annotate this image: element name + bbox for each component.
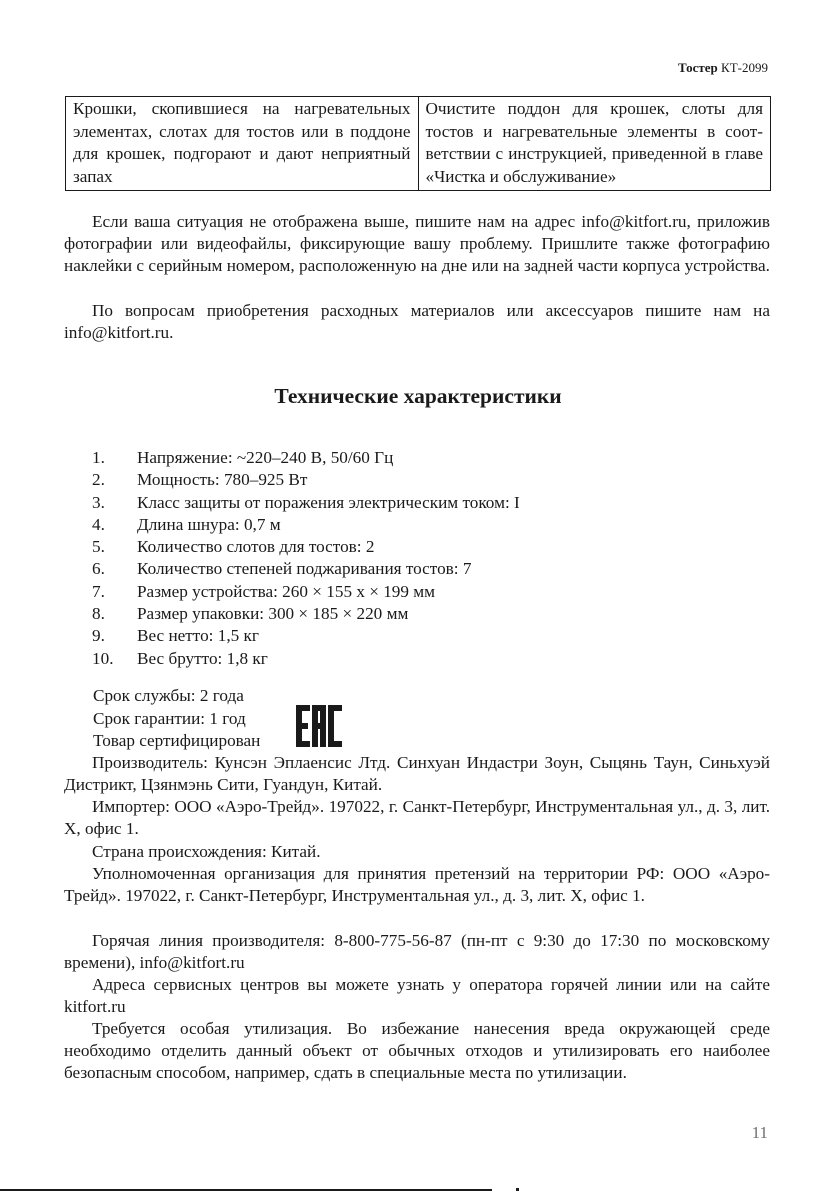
running-header [678, 60, 768, 76]
list-item [92, 625, 520, 647]
list-item [92, 469, 520, 491]
header-model: КТ-2099 [721, 60, 768, 75]
certification-text: Товар сертифицирован [93, 731, 261, 750]
list-item [92, 558, 520, 580]
troubleshooting-table [65, 96, 771, 191]
list-item [92, 514, 520, 536]
item-text: Напряжение: ~220–240 В, 50/60 Гц [137, 448, 394, 467]
item-number: 8. [92, 604, 105, 624]
section-title: Технические характеристики [274, 384, 562, 408]
page-number: 11 [751, 1123, 768, 1142]
item-text: Размер упаковки: 300 × 185 × 220 мм [137, 604, 409, 624]
item-number: 1. [92, 448, 105, 467]
list-item [92, 603, 520, 625]
list-item [92, 648, 520, 670]
item-text: Длина шнура: 0,7 м [137, 514, 281, 534]
contact-paragraph: Если ваша ситуация не отображена выше, пишите нам на адрес info@kitfort.ru, приложив фотографии или видеофайлы, фиксирующие вашу проблему. Пришлите также фотографию наклейки с серийным номером, расположенную на дне или на задней части корпуса устройства. [64, 212, 770, 276]
service-centers-paragraph: Адреса сервисных центров вы можете узнать у оператора горячей линии или на сайте kitfort.ru [64, 975, 770, 1017]
item-text: Вес брутто: 1,8 кг [137, 648, 268, 668]
item-text: Размер устройства: 260 × 155 х × 199 мм [137, 581, 436, 601]
service-life: Срок службы: 2 года [93, 686, 244, 705]
list-item [92, 581, 520, 603]
disposal-paragraph: Требуется особая утилизация. Во избежание нанесения вреда окружающей среде необходимо отделить данный объект от обычных отходов и утилизировать его наиболее безопасным способом, например, сдать в специальные места по утилизации. [64, 1019, 770, 1083]
problem-cell: Крошки, скопившиеся на нагревательных элементах, слотах для тостов или в поддоне для крошек, подгорают и дают неприятный запах [66, 97, 419, 191]
list-item [92, 536, 520, 558]
item-number: 9. [92, 626, 105, 646]
item-number: 10. [92, 648, 114, 668]
item-text: Вес нетто: 1,5 кг [137, 626, 259, 646]
item-number: 2. [92, 470, 105, 490]
item-text: Количество слотов для тостов: 2 [137, 537, 375, 557]
item-number: 6. [92, 559, 105, 579]
list-item [92, 492, 520, 514]
authorized-org-paragraph: Уполномоченная организация для принятия претензий на территории РФ: ООО «Аэро-Трейд». 197022, г. Санкт-Петербург, Инструментальная ул., д. 3, лит. Х, офис 1. [64, 864, 770, 906]
hotline-paragraph: Горячая линия производителя: 8-800-775-56-87 (пн-пт с 9:30 до 17:30 по московскому времени), info@kitfort.ru [64, 931, 770, 973]
item-text: Количество степеней поджаривания тостов: 7 [137, 559, 472, 579]
item-number: 5. [92, 537, 105, 557]
accessories-paragraph: По вопросам приобретения расходных материалов или аксессуаров пишите нам на info@kitfort.ru. [64, 301, 770, 343]
specs-list [92, 447, 520, 670]
origin-paragraph: Страна происхождения: Китай. [92, 842, 321, 861]
importer-paragraph: Импортер: ООО «Аэро-Трейд». 197022, г. Санкт-Петербург, Инструментальная ул., д. 3, лит. Х, офис 1. [64, 797, 770, 839]
item-text: Мощность: 780–925 Вт [137, 470, 308, 490]
item-number: 3. [92, 492, 105, 512]
table-row [66, 97, 771, 191]
item-number: 7. [92, 581, 105, 601]
header-product: Тостер [678, 60, 718, 75]
manufacturer-paragraph: Производитель: Кунсэн Эплаенсис Лтд. Синхуан Индастри Зоун, Сыцянь Таун, Синьхуэй Дистрикт, Цзянмэнь Сити, Гуандун, Китай. [64, 753, 770, 795]
eac-mark-icon [296, 705, 342, 752]
warranty-period: Срок гарантии: 1 год [93, 709, 246, 728]
list-item [92, 447, 520, 469]
item-text: Класс защиты от поражения электрическим током: I [137, 492, 520, 512]
item-number: 4. [92, 514, 105, 534]
solution-cell: Очистите поддон для крошек, слоты для тостов и нагревательные элементы в соответствии с инструкцией, приведенной в главе «Чистка и обслуживание» [418, 97, 771, 191]
